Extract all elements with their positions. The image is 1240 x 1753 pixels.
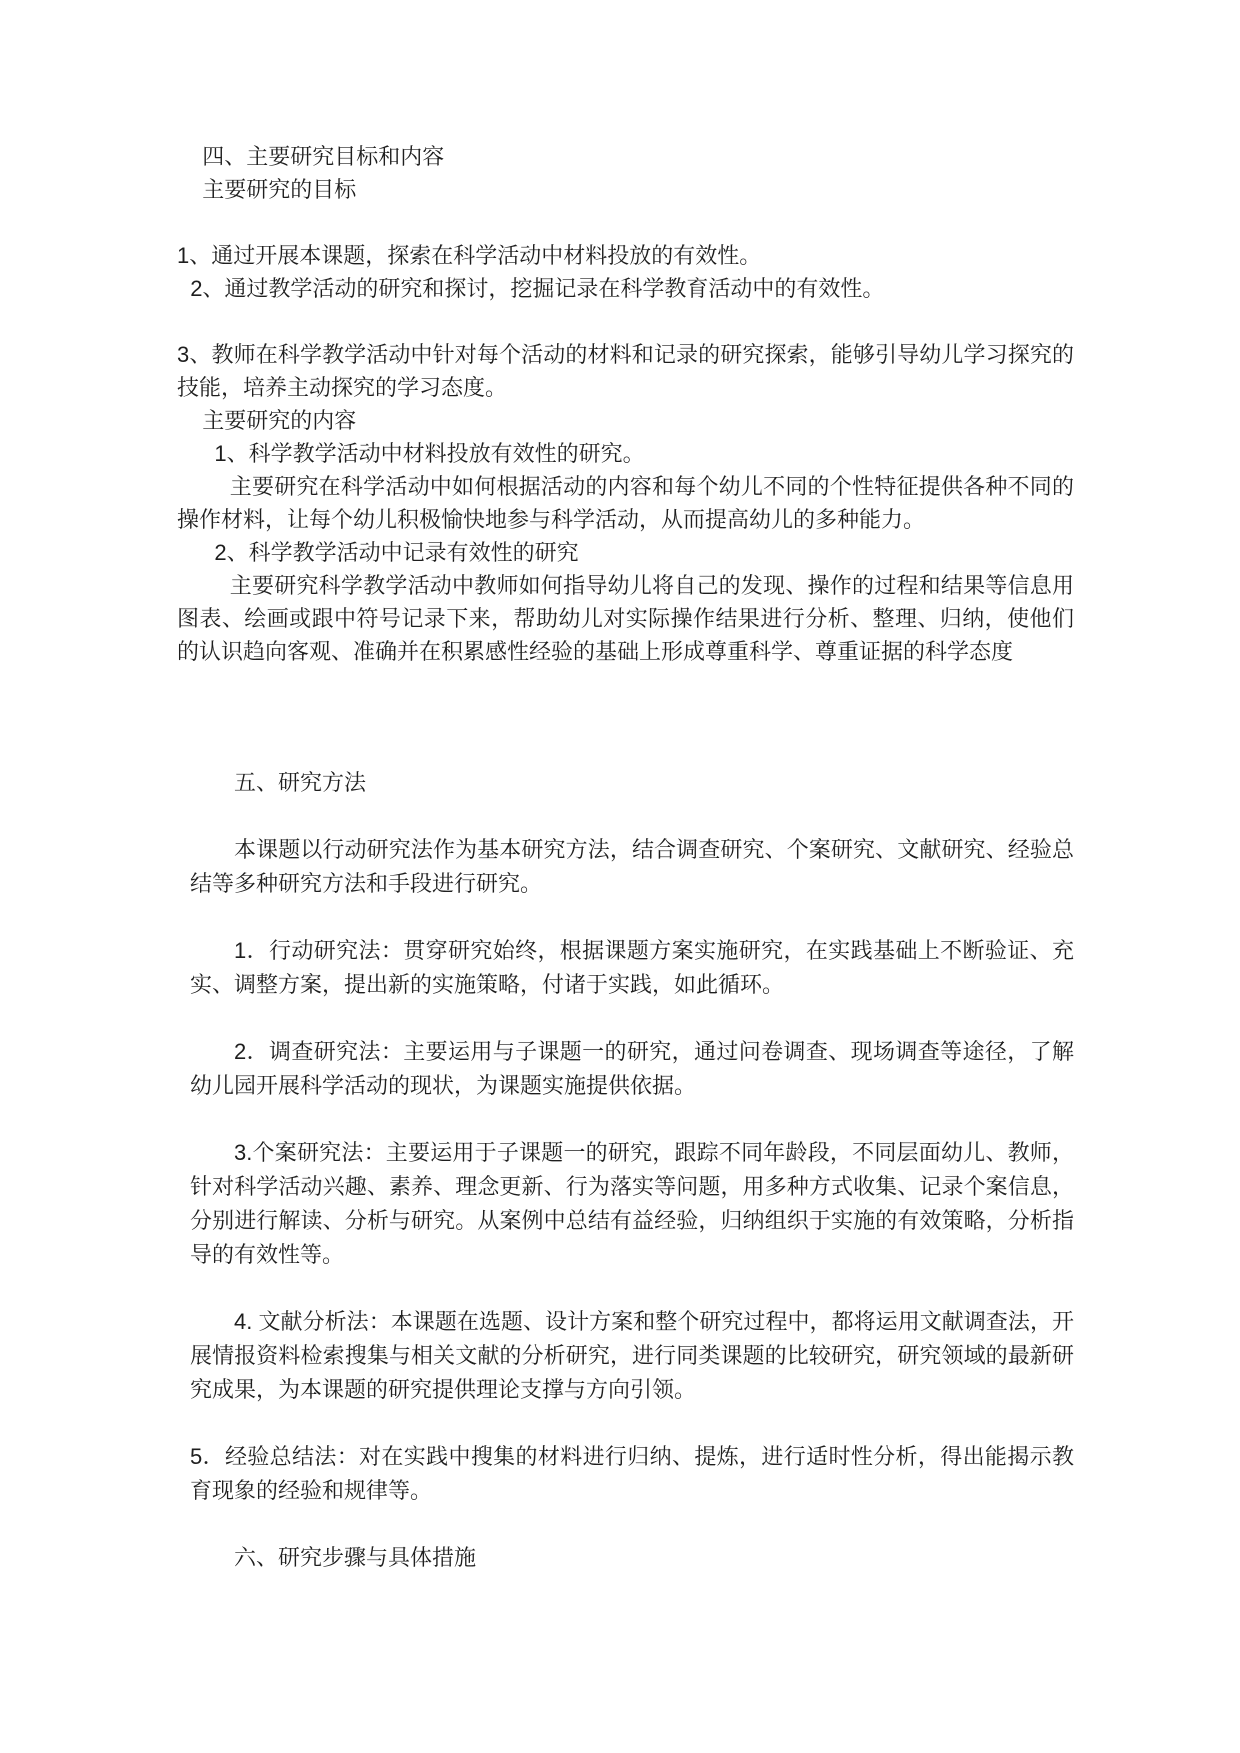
section-5-heading: 五、研究方法 (234, 770, 367, 795)
content-subheading: 主要研究的内容 (202, 408, 357, 433)
method-experience-summary: 5．经验总结法：对在实践中搜集的材料进行归纳、提炼，进行适时性分析，得出能揭示教育现象的经验和规律等。 (190, 1444, 1074, 1503)
document-content (177, 140, 1074, 1575)
goal-item-3: 3、教师在科学教学活动中针对每个活动的材料和记录的研究探索，能够引导幼儿学习探究的技能，培养主动探究的学习态度。 (177, 342, 1074, 400)
content-item-2-body: 主要研究科学教学活动中教师如何指导幼儿将自己的发现、操作的过程和结果等信息用图表、绘画或跟中符号记录下来，帮助幼儿对实际操作结果进行分析、整理、归纳，使他们的认识趋向客观、准确并在积累感性经验的基础上形成尊重科学、尊重证据的科学态度 (177, 573, 1074, 664)
goals-subheading: 主要研究的目标 (202, 177, 357, 202)
method-action-research: 1．行动研究法：贯穿研究始终，根据课题方案实施研究，在实践基础上不断验证、充实、调整方案，提出新的实施策略，付诸于实践，如此循环。 (190, 938, 1074, 997)
content-item-1-title: 1、科学教学活动中材料投放有效性的研究。 (214, 441, 645, 466)
method-survey-research: 2．调查研究法：主要运用与子课题一的研究，通过问卷调查、现场调查等途径，了解幼儿园开展科学活动的现状，为课题实施提供依据。 (190, 1039, 1074, 1098)
content-item-2-title: 2、科学教学活动中记录有效性的研究 (214, 540, 579, 565)
section-6-heading: 六、研究步骤与具体措施 (234, 1545, 477, 1570)
section-4-heading: 四、主要研究目标和内容 (202, 144, 445, 169)
section-research-goals-and-content (177, 140, 1074, 668)
methods-intro: 本课题以行动研究法作为基本研究方法，结合调查研究、个案研究、文献研究、经验总结等多种研究方法和手段进行研究。 (190, 837, 1074, 896)
content-item-1-body: 主要研究在科学活动中如何根据活动的内容和每个幼儿不同的个性特征提供各种不同的操作材料，让每个幼儿积极愉快地参与科学活动，从而提高幼儿的多种能力。 (177, 474, 1074, 532)
section-research-methods (190, 766, 1074, 1575)
method-literature-analysis: 4. 文献分析法：本课题在选题、设计方案和整个研究过程中，都将运用文献调查法，开展情报资料检索搜集与相关文献的分析研究，进行同类课题的比较研究，研究领域的最新研究成果，为本课题的研究提供理论支撑与方向引领。 (190, 1309, 1074, 1402)
goal-item-2: 2、通过教学活动的研究和探讨，挖掘记录在科学教育活动中的有效性。 (190, 276, 885, 301)
goal-item-1: 1、通过开展本课题，探索在科学活动中材料投放的有效性。 (177, 243, 762, 268)
method-case-study: 3.个案研究法：主要运用于子课题一的研究，跟踪不同年龄段，不同层面幼儿、教师，针对科学活动兴趣、素养、理念更新、行为落实等问题，用多种方式收集、记录个案信息，分别进行解读、分析与研究。从案例中总结有益经验，归纳组织于实施的有效策略，分析指导的有效性等。 (190, 1140, 1074, 1267)
